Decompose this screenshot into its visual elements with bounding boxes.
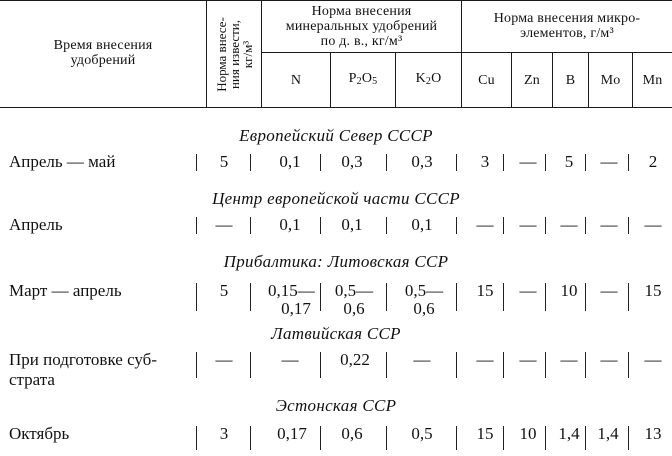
- header-text: N: [290, 72, 302, 88]
- header-text: Mn: [642, 72, 663, 88]
- column-separator: [628, 283, 629, 311]
- formula-part: 2: [425, 76, 432, 87]
- column-separator: [545, 154, 546, 171]
- cu-value: 3: [480, 152, 490, 171]
- cu-column-header: [462, 53, 511, 107]
- mo-value: —: [600, 152, 618, 171]
- column-separator: [585, 283, 586, 311]
- k2o-value: 0,1: [411, 215, 433, 234]
- header-text: Норма внесения: [311, 3, 412, 19]
- mo-value: —: [600, 281, 618, 300]
- mn-value: 2: [648, 152, 658, 171]
- cu-value: —: [476, 215, 494, 234]
- b-value: 1,4: [558, 424, 580, 443]
- header-text: [416, 71, 442, 89]
- zn-value: —: [519, 152, 537, 171]
- row-label: При подготовке суб-: [9, 350, 157, 369]
- p2o5-value: 0,5—: [334, 281, 374, 300]
- mo-value: —: [600, 215, 618, 234]
- header-text: Норма внесения микро-: [493, 11, 641, 26]
- column-separator: [196, 283, 197, 311]
- n-value: 0,1: [279, 152, 301, 171]
- zn-value: 10: [519, 424, 537, 443]
- column-separator: [503, 217, 504, 234]
- region-heading: Прибалтика: Литовская ССР: [223, 252, 449, 271]
- row-label: Октябрь: [9, 424, 70, 443]
- k2o-value: —: [413, 350, 431, 369]
- n-value-continued: 0,17: [281, 299, 311, 318]
- column-separator: [585, 154, 586, 171]
- time-column-header: [0, 30, 206, 75]
- column-separator: [545, 283, 546, 311]
- zn-column-header: [512, 53, 552, 107]
- column-separator: [320, 352, 321, 378]
- mo-value: 1,4: [597, 424, 619, 443]
- column-separator: [628, 217, 629, 234]
- column-separator: [545, 217, 546, 234]
- mo-value: —: [600, 350, 618, 369]
- column-separator: [585, 352, 586, 378]
- k2o-value: 0,5: [411, 424, 433, 443]
- header-text: ния извести,: [226, 19, 242, 89]
- column-separator: [503, 426, 504, 450]
- zn-value: —: [519, 350, 537, 369]
- zn-value: —: [519, 281, 537, 300]
- p2o5-value: 0,1: [341, 215, 363, 234]
- k2o-value: 0,3: [411, 152, 433, 171]
- column-separator: [503, 154, 504, 171]
- column-separator: [320, 426, 321, 450]
- column-separator: [545, 352, 546, 378]
- column-separator: [456, 283, 457, 311]
- column-separator: [628, 352, 629, 378]
- column-separator: [196, 426, 197, 450]
- p2o5-column-header: [331, 53, 395, 107]
- header-text: Zn: [524, 72, 540, 88]
- mn-column-header: [633, 53, 672, 107]
- header-text: B: [565, 72, 576, 88]
- p2o5-value: 0,22: [340, 350, 370, 369]
- column-separator: [503, 352, 504, 378]
- p2o5-value: 0,6: [341, 424, 363, 443]
- b-value: 10: [560, 281, 578, 300]
- lime-value: 5: [219, 152, 229, 171]
- n-value: 0,17: [277, 424, 307, 443]
- row-label: Апрель: [9, 215, 63, 234]
- lime-value: —: [215, 215, 233, 234]
- header-text: минеральных удобрений: [285, 18, 438, 34]
- header-text: Mo: [600, 72, 621, 88]
- column-separator: [250, 154, 251, 171]
- column-separator: [456, 154, 457, 171]
- n-value: 0,1: [279, 215, 301, 234]
- region-heading: Эстонская ССР: [275, 396, 397, 415]
- lime-column-header: [207, 1, 261, 107]
- column-separator: [386, 154, 387, 171]
- formula-part: O: [431, 71, 442, 86]
- column-separator: [386, 217, 387, 234]
- b-value: 5: [564, 152, 574, 171]
- mn-value: 13: [644, 424, 662, 443]
- n-column-header: [262, 53, 330, 107]
- column-separator: [545, 426, 546, 450]
- zn-value: —: [519, 215, 537, 234]
- column-separator: [456, 426, 457, 450]
- formula-part: 5: [372, 76, 378, 87]
- k2o-value-continued: 0,6: [413, 299, 435, 318]
- row-label-continued: страта: [9, 370, 55, 389]
- column-separator: [250, 217, 251, 234]
- micro-group-header: [462, 6, 672, 46]
- header-text: Cu: [478, 72, 495, 88]
- column-separator: [386, 426, 387, 450]
- header-text: Время внесения: [53, 37, 153, 53]
- region-heading: Центр европейской части СССР: [212, 189, 460, 208]
- b-value: —: [560, 350, 578, 369]
- b-column-header: [553, 53, 588, 107]
- mineral-group-header: [262, 2, 461, 50]
- column-separator: [250, 426, 251, 450]
- header-text: кг/м³: [239, 40, 255, 68]
- mn-value: —: [644, 350, 662, 369]
- p2o5-value: 0,3: [341, 152, 363, 171]
- region-heading: Европейский Север СССР: [239, 126, 433, 145]
- k2o-value: 0,5—: [404, 281, 444, 300]
- column-separator: [628, 154, 629, 171]
- formula-part: O: [361, 71, 373, 86]
- column-separator: [628, 426, 629, 450]
- column-separator: [585, 426, 586, 450]
- column-separator: [250, 352, 251, 378]
- header-text: удобрений: [70, 52, 136, 68]
- region-heading: Латвийская ССР: [271, 324, 401, 343]
- column-separator: [585, 217, 586, 234]
- column-separator: [456, 217, 457, 234]
- formula-part: P: [348, 71, 357, 86]
- formula-part: 2: [356, 76, 362, 87]
- mn-value: 15: [644, 281, 662, 300]
- header-text: Норма внесе-: [213, 16, 229, 92]
- column-separator: [503, 283, 504, 311]
- cu-value: —: [476, 350, 494, 369]
- header-text: элементов, г/м³: [520, 26, 614, 41]
- n-value: —: [281, 350, 299, 369]
- mo-column-header: [589, 53, 632, 107]
- column-separator: [196, 352, 197, 378]
- k2o-column-header: [396, 53, 461, 107]
- formula-part: K: [415, 71, 426, 86]
- column-separator: [320, 283, 321, 311]
- lime-value: —: [215, 350, 233, 369]
- header-bottom-rule: [0, 107, 672, 108]
- column-separator: [386, 352, 387, 378]
- p2o5-value-continued: 0,6: [343, 299, 365, 318]
- lime-value: 5: [219, 281, 229, 300]
- header-text: [349, 71, 378, 89]
- cu-value: 15: [476, 424, 494, 443]
- b-value: —: [560, 215, 578, 234]
- header-text: по д. в., кг/м³: [320, 33, 403, 49]
- column-separator: [196, 154, 197, 171]
- column-separator: [250, 283, 251, 311]
- cu-value: 15: [476, 281, 494, 300]
- column-separator: [456, 352, 457, 378]
- n-value: 0,15—: [268, 281, 315, 300]
- lime-value: 3: [219, 424, 229, 443]
- header-top-rule: [0, 0, 672, 1]
- row-label: Апрель — май: [9, 152, 116, 171]
- lime-header-text: [215, 17, 254, 92]
- mn-value: —: [644, 215, 662, 234]
- column-separator: [196, 217, 197, 234]
- column-separator: [320, 154, 321, 171]
- column-separator: [386, 283, 387, 311]
- row-label: Март — апрель: [9, 281, 122, 300]
- column-separator: [320, 217, 321, 234]
